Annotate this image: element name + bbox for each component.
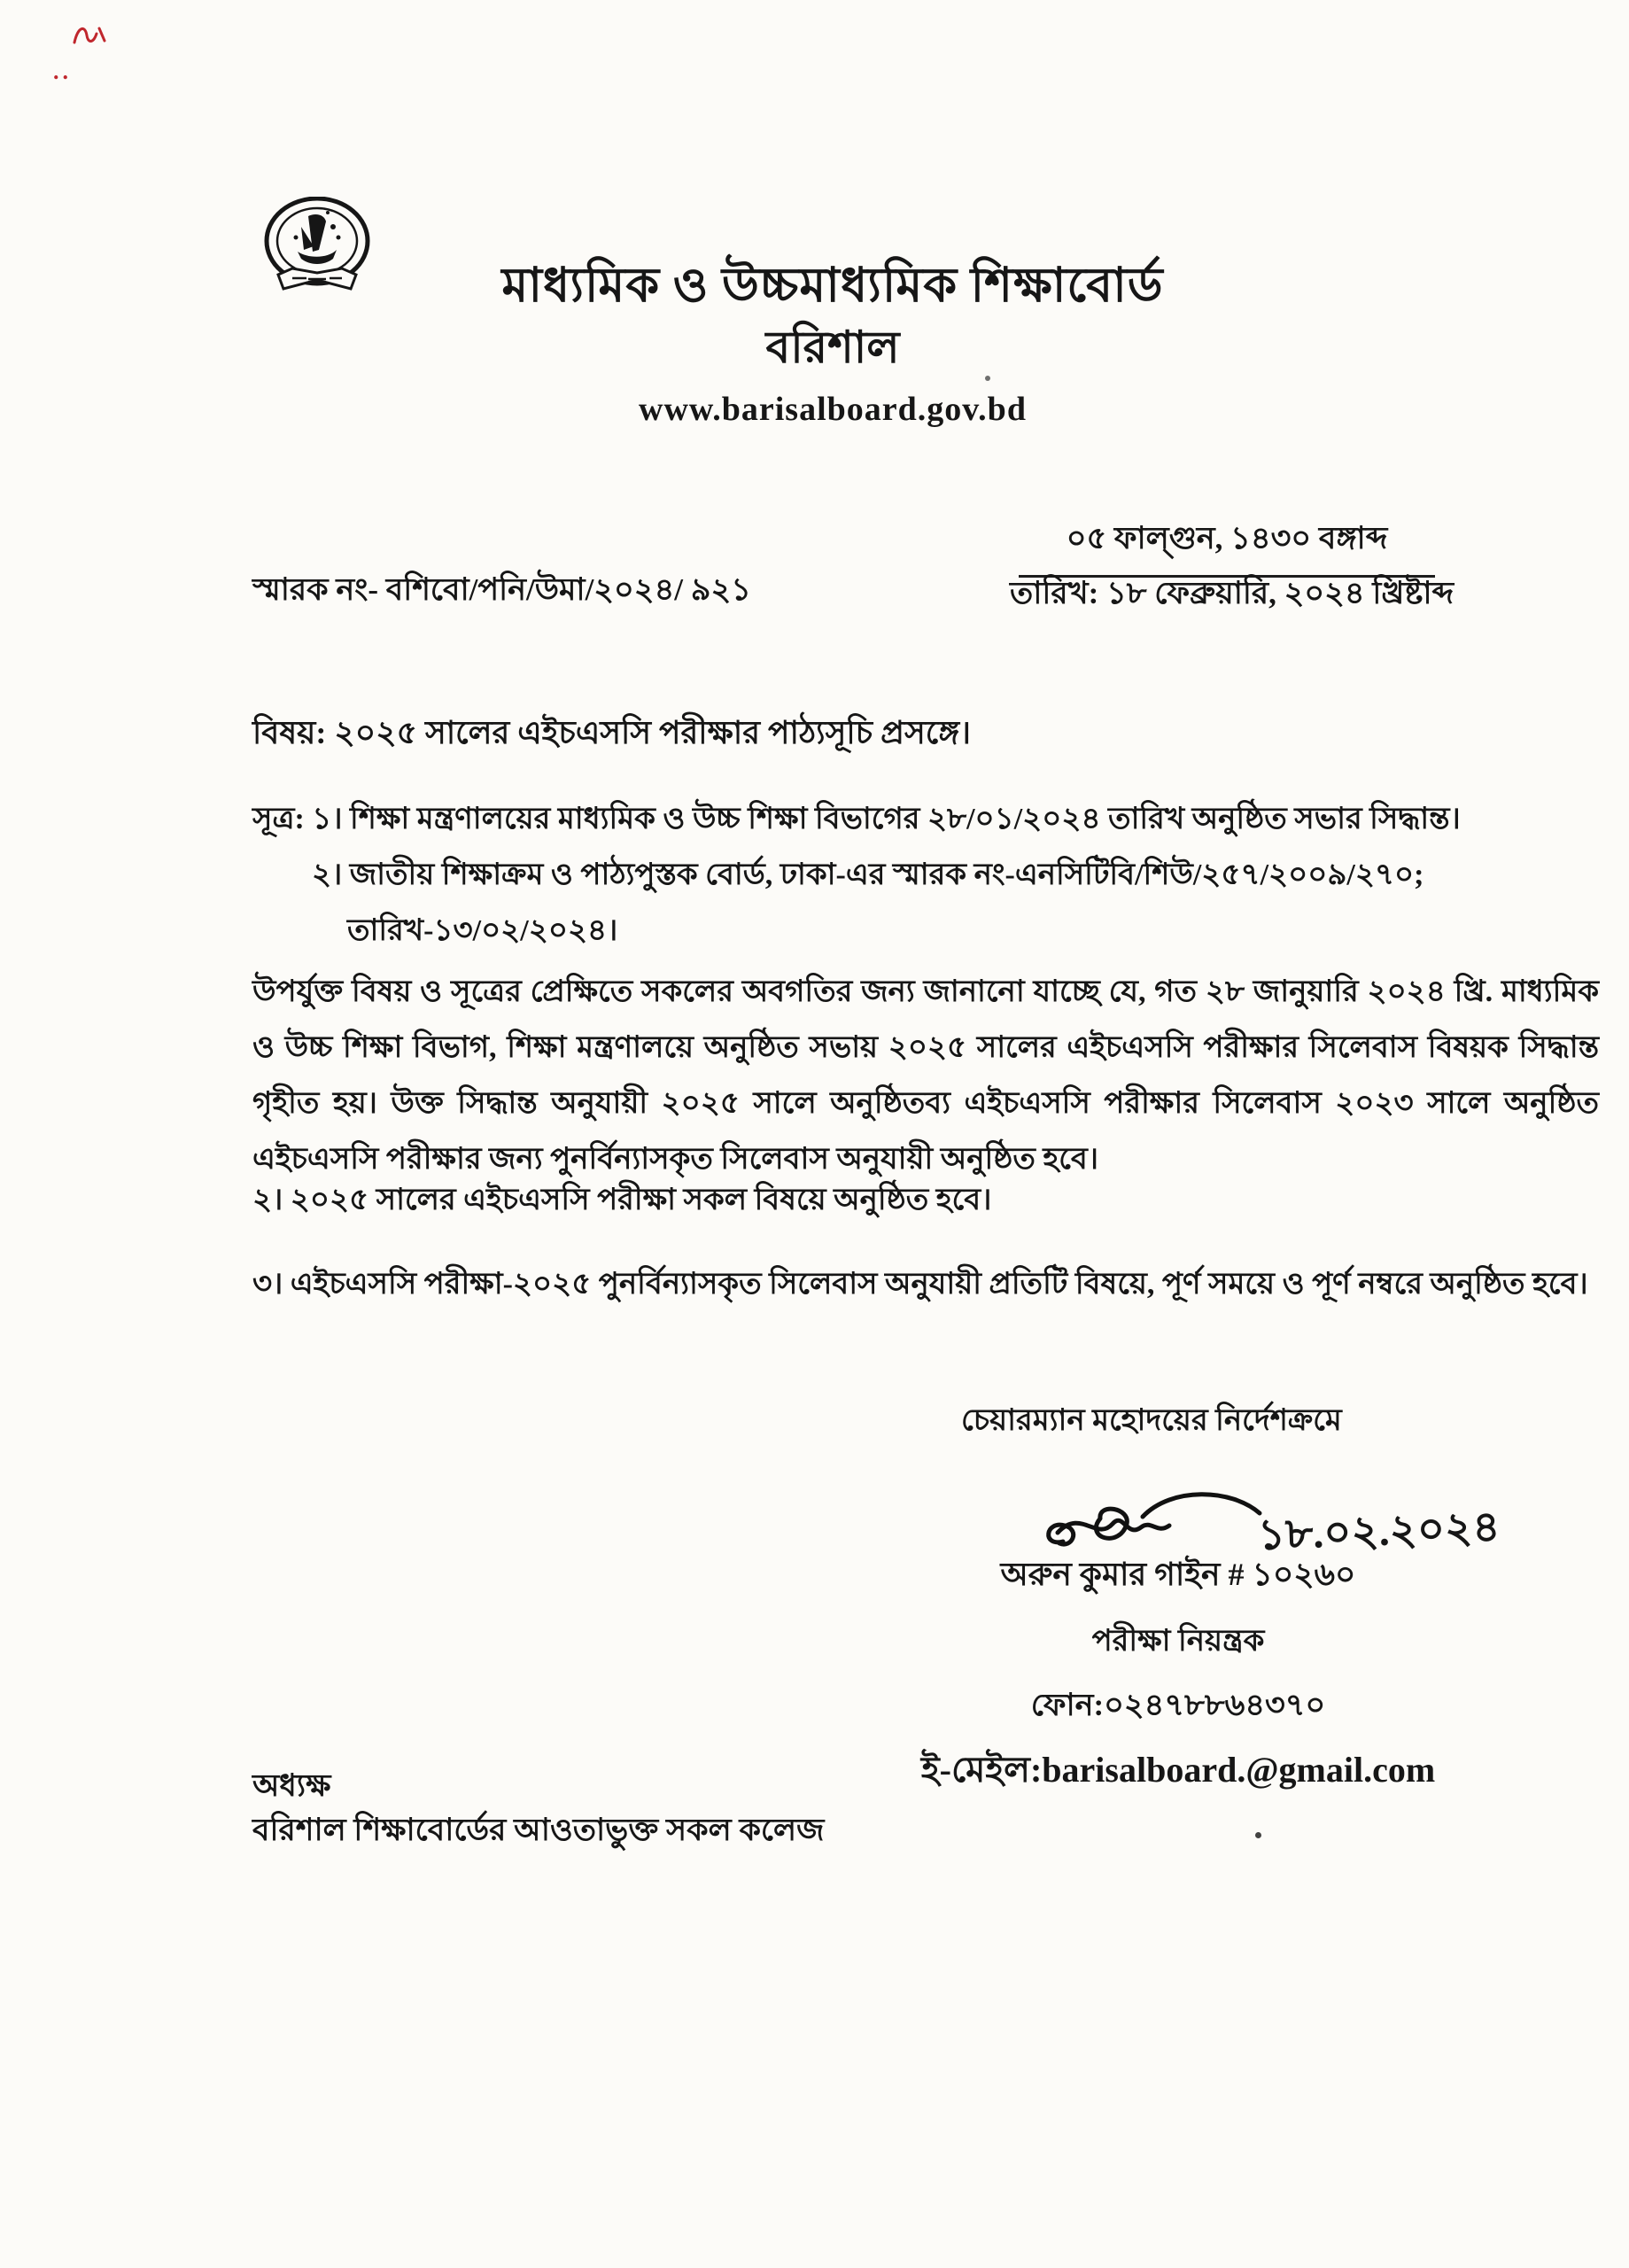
date-gregorian: তারিখ: ১৮ ফেব্রুয়ারি, ২০২৪ খ্রিষ্টাব্দ bbox=[1010, 576, 1454, 610]
signature-handwritten-date: ১৮.০২.২০২৪ bbox=[1257, 1503, 1501, 1559]
subject-line: বিষয়: ২০২৫ সালের এইচএসসি পরীক্ষার পাঠ্যসূচি প্রসঙ্গে। bbox=[252, 715, 971, 750]
signatory-name: অরুন কুমার গাইন # ১০২৬০ bbox=[1000, 1557, 1356, 1592]
org-place: বরিশাল bbox=[765, 322, 900, 372]
signatory-phone: ফোন:০২৪৭৮৮৬৪৩৭০ bbox=[1030, 1688, 1326, 1722]
signatory-designation: পরীক্ষা নিয়ন্ত্রক bbox=[1091, 1625, 1265, 1658]
recipient-title: অধ্যক্ষ bbox=[252, 1768, 331, 1803]
scan-artifact-red-dots: .. bbox=[53, 58, 72, 84]
memo-number: স্মারক নং- বশিবো/পনি/উমা/২০২৪/ ৯২১ bbox=[252, 572, 751, 607]
org-name: মাধ্যমিক ও উচ্চমাধ্যমিক শিক্ষাবোর্ড bbox=[501, 259, 1164, 312]
signatory-block bbox=[912, 1550, 1444, 1801]
body-paragraph: উপর্যুক্ত বিষয় ও সূত্রের প্রেক্ষিতে সকলের অবগতির জন্য জানানো যাচ্ছে যে, গত ২৮ জানুয়ারি ২০২৪ খ্রি. মাধ্যমিক ও উচ্চ শিক্ষা বিভাগ, শিক্ষা মন্ত্রণালয়ে অনুষ্ঠিত সভায় ২০২৫ সালের এইচএসসি পরীক্ষার সিলেবাস বিষয়ক সিদ্ধান্ত গৃহীত হয়। উক্ত সিদ্ধান্ত অনুযায়ী ২০২৫ সালে অনুষ্ঠিতব্য এইচএসসি পরীক্ষার সিলেবাস ২০২৩ সালে অনুষ্ঠিত এইচএসসি পরীক্ষার জন্য পুনর্বিন্যাসকৃত সিলেবাস অনুযায়ী অনুষ্ঠিত হবে। bbox=[252, 975, 1599, 1176]
reference-2: ২। জাতীয় শিক্ষাক্রম ও পাঠ্যপুস্তক বোর্ড, ঢাকা-এর স্মারক নং-এনসিটিবি/শিউ/২৫৭/২০০৯/২৭০; bbox=[312, 858, 1424, 891]
reference-1: সূত্র: ১। শিক্ষা মন্ত্রণালয়ের মাধ্যমিক ও উচ্চ শিক্ষা বিভাগের ২৮/০১/২০২৪ তারিখ অনুষ্ঠিত সভার সিদ্ধান্ত। bbox=[252, 803, 1461, 835]
signatory-email: ই-মেইল:barisalboard.@gmail.com bbox=[920, 1750, 1436, 1790]
body-point-3: ৩। এইচএসসি পরীক্ষা-২০২৫ পুনর্বিন্যাসকৃত সিলেবাস অনুযায়ী প্রতিটি বিষয়ে, পূর্ণ সময়ে ও পূর্ণ নম্বরে অনুষ্ঠিত হবে। bbox=[252, 1268, 1588, 1301]
recipient-line: বরিশাল শিক্ষাবোর্ডের আওতাভুক্ত সকল কলেজ bbox=[252, 1813, 825, 1847]
body-point-2: ২। ২০২৫ সালের এইচএসসি পরীক্ষা সকল বিষয়ে অনুষ্ঠিত হবে। bbox=[252, 1184, 992, 1216]
reference-2-date: তারিখ-১৩/০২/২০২৪। bbox=[347, 914, 618, 947]
date-bangla: ০৫ ফাল্গুন, ১৪৩০ বঙ্গাব্দ bbox=[1019, 514, 1435, 578]
by-order-line: চেয়ারম্যান মহোদয়ের নির্দেশক্রমে bbox=[961, 1404, 1342, 1437]
scan-artifact-dot bbox=[1255, 1832, 1261, 1838]
scan-artifact-red-mark bbox=[69, 19, 110, 50]
org-website: www.barisalboard.gov.bd bbox=[639, 391, 1027, 428]
